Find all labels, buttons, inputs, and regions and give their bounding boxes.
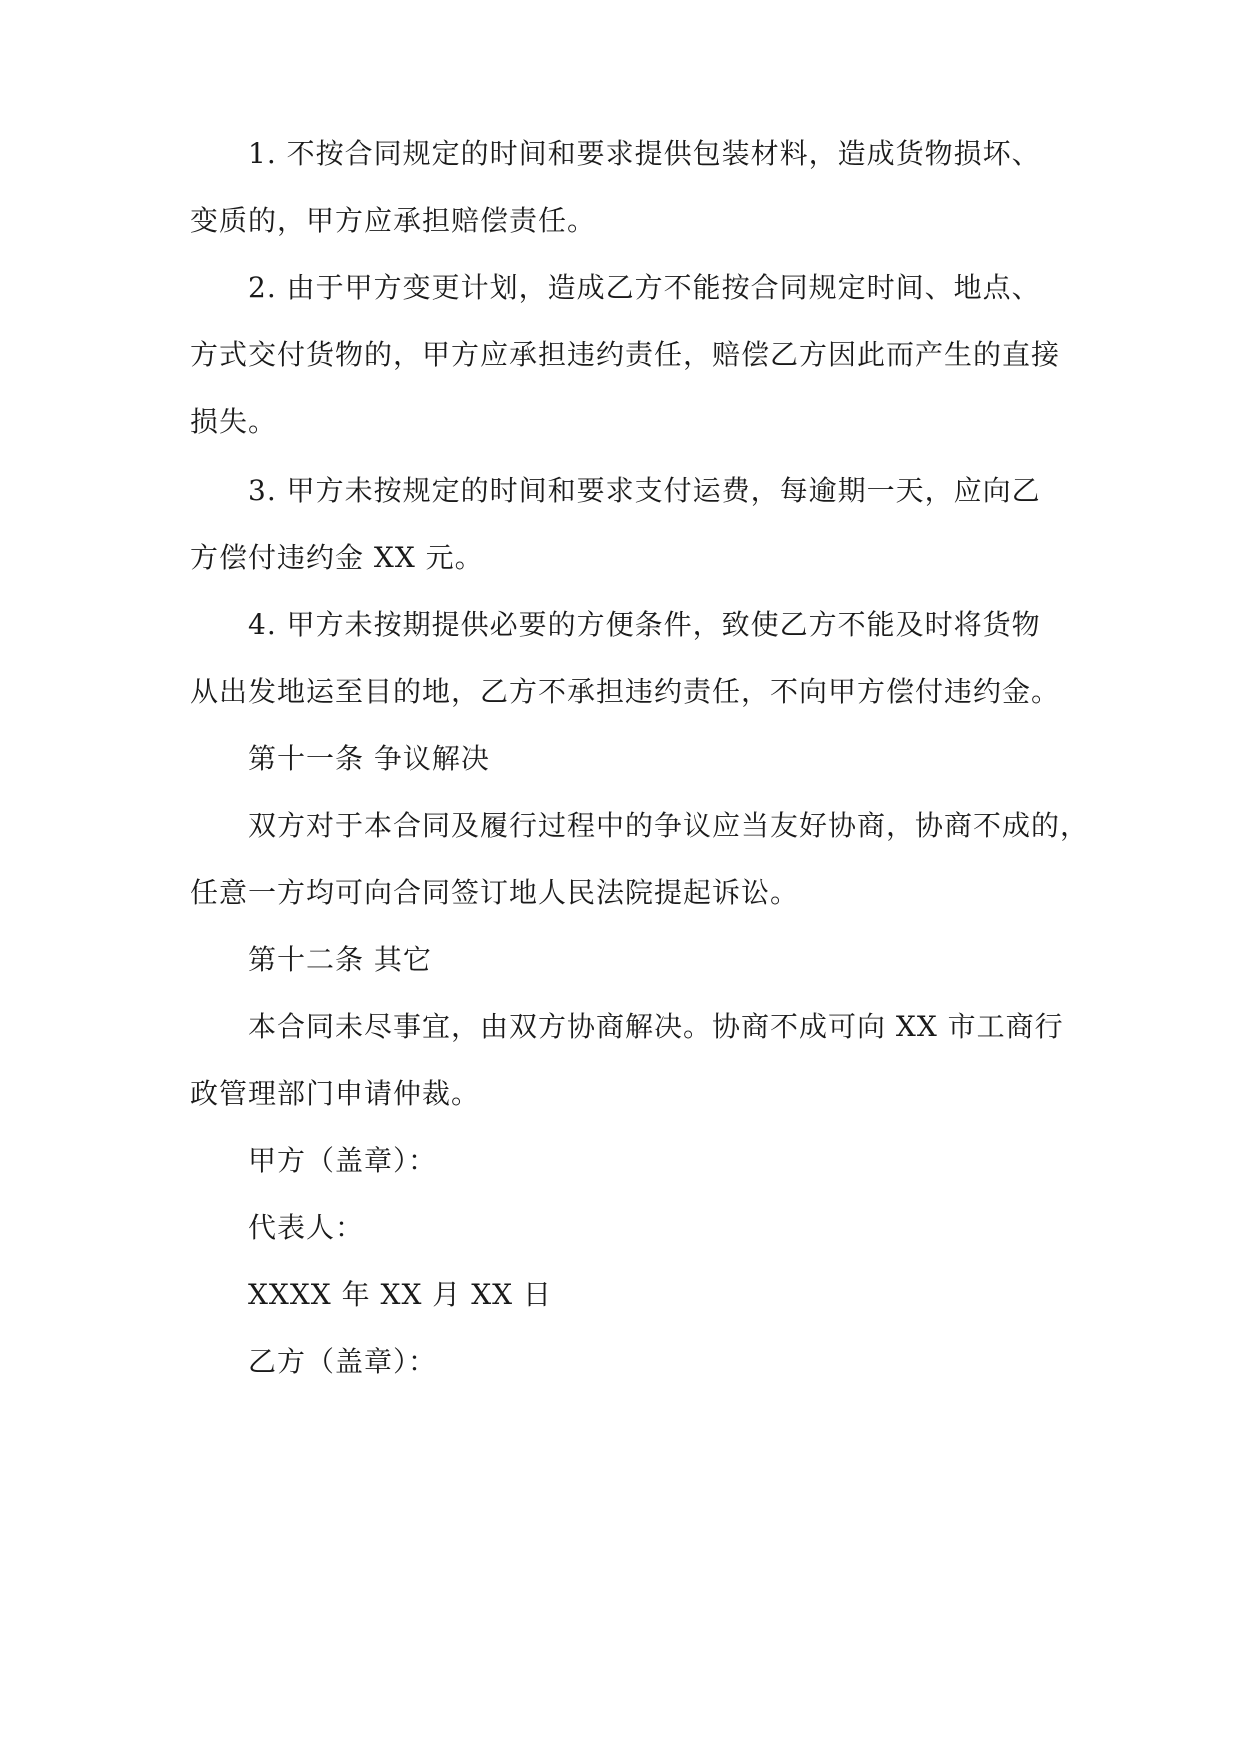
representative-label: 代表人： <box>248 1211 365 1244</box>
clause-2-line-3: 损失。 <box>190 405 278 438</box>
article-12-line-2: 政管理部门申请仲裁。 <box>190 1077 481 1110</box>
article-12-heading: 第十二条 其它 <box>248 943 432 976</box>
signing-date: XXXX 年 XX 月 XX 日 <box>248 1278 552 1311</box>
clause-4-line-2: 从出发地运至目的地，乙方不承担违约责任，不向甲方偿付违约金。 <box>190 675 1061 708</box>
clause-3-line-2: 方偿付违约金 XX 元。 <box>190 541 484 574</box>
article-11-line-2: 任意一方均可向合同签订地人民法院提起诉讼。 <box>190 876 800 909</box>
party-b-seal-label: 乙方（盖章）： <box>248 1345 438 1378</box>
article-12-line-1: 本合同未尽事宜，由双方协商解决。协商不成可向 XX 市工商行 <box>248 1010 1064 1043</box>
clause-3-line-1: 3. 甲方未按规定的时间和要求支付运费，每逾期一天，应向乙 <box>248 474 1041 507</box>
clause-4-line-1: 4. 甲方未按期提供必要的方便条件，致使乙方不能及时将货物 <box>248 608 1041 641</box>
clause-1-line-2: 变质的，甲方应承担赔偿责任。 <box>190 204 597 237</box>
party-a-seal-label: 甲方（盖章）： <box>248 1144 438 1177</box>
article-11-line-1: 双方对于本合同及履行过程中的争议应当友好协商，协商不成的， <box>248 809 1090 842</box>
clause-2-line-2: 方式交付货物的，甲方应承担违约责任，赔偿乙方因此而产生的直接 <box>190 338 1061 371</box>
article-11-heading: 第十一条 争议解决 <box>248 742 490 775</box>
clause-2-line-1: 2. 由于甲方变更计划，造成乙方不能按合同规定时间、地点、 <box>248 271 1041 304</box>
clause-1-line-1: 1. 不按合同规定的时间和要求提供包装材料，造成货物损坏、 <box>248 137 1041 170</box>
